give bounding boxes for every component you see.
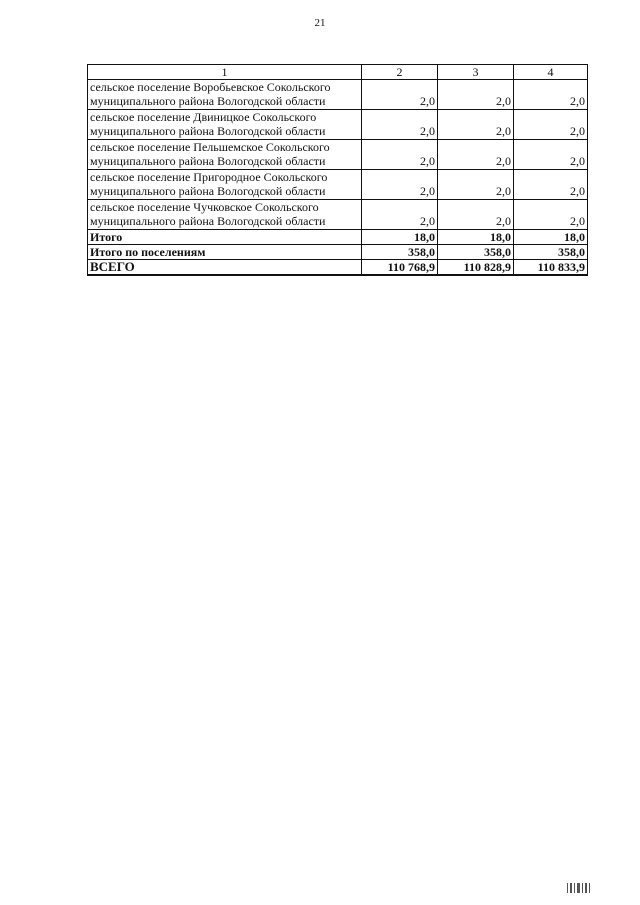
value-col-2: 2,0 [362, 140, 438, 170]
value-col-4: 2,0 [514, 80, 588, 110]
value-col-2: 2,0 [362, 170, 438, 200]
value-col-4: 2,0 [514, 110, 588, 140]
table-header-row [88, 65, 588, 80]
grand-total-label: ВСЕГО [88, 260, 362, 276]
column-header-1: 1 [88, 65, 362, 80]
settlements-total-row [88, 245, 588, 260]
value-col-3: 2,0 [438, 200, 514, 230]
settlement-name: сельское поселение Пригородное Сокольского муниципального района Вологодской области [88, 170, 362, 200]
page-number: 21 [314, 17, 326, 29]
subtotal-col-2: 18,0 [362, 230, 438, 245]
subtotal-label: Итого [88, 230, 362, 245]
grand-total-col-4: 110 833,9 [514, 260, 588, 276]
settlement-name: сельское поселение Воробьевское Сокольского муниципального района Вологодской области [88, 80, 362, 110]
column-header-2: 2 [362, 65, 438, 80]
settlement-name: сельское поселение Двиницкое Сокольского муниципального района Вологодской области [88, 110, 362, 140]
settlements-total-col-2: 358,0 [362, 245, 438, 260]
subtotal-col-4: 18,0 [514, 230, 588, 245]
settlements-total-col-3: 358,0 [438, 245, 514, 260]
column-header-4: 4 [514, 65, 588, 80]
value-col-3: 2,0 [438, 80, 514, 110]
value-col-2: 2,0 [362, 110, 438, 140]
subtotal-row [88, 230, 588, 245]
table-row [88, 80, 588, 110]
scan-barcode-mark [567, 883, 590, 893]
budget-table [87, 64, 588, 276]
settlement-name: сельское поселение Пельшемское Сокольского муниципального района Вологодской области [88, 140, 362, 170]
grand-total-col-3: 110 828,9 [438, 260, 514, 276]
table-row [88, 110, 588, 140]
grand-total-col-2: 110 768,9 [362, 260, 438, 276]
settlement-name: сельское поселение Чучковское Сокольского муниципального района Вологодской области [88, 200, 362, 230]
value-col-4: 2,0 [514, 170, 588, 200]
value-col-3: 2,0 [438, 170, 514, 200]
value-col-4: 2,0 [514, 140, 588, 170]
value-col-2: 2,0 [362, 200, 438, 230]
table-row [88, 140, 588, 170]
table-row [88, 170, 588, 200]
grand-total-row [88, 260, 588, 276]
table-row [88, 200, 588, 230]
column-header-3: 3 [438, 65, 514, 80]
subtotal-col-3: 18,0 [438, 230, 514, 245]
value-col-2: 2,0 [362, 80, 438, 110]
settlements-total-col-4: 358,0 [514, 245, 588, 260]
value-col-4: 2,0 [514, 200, 588, 230]
settlements-total-label: Итого по поселениям [88, 245, 362, 260]
value-col-3: 2,0 [438, 110, 514, 140]
value-col-3: 2,0 [438, 140, 514, 170]
